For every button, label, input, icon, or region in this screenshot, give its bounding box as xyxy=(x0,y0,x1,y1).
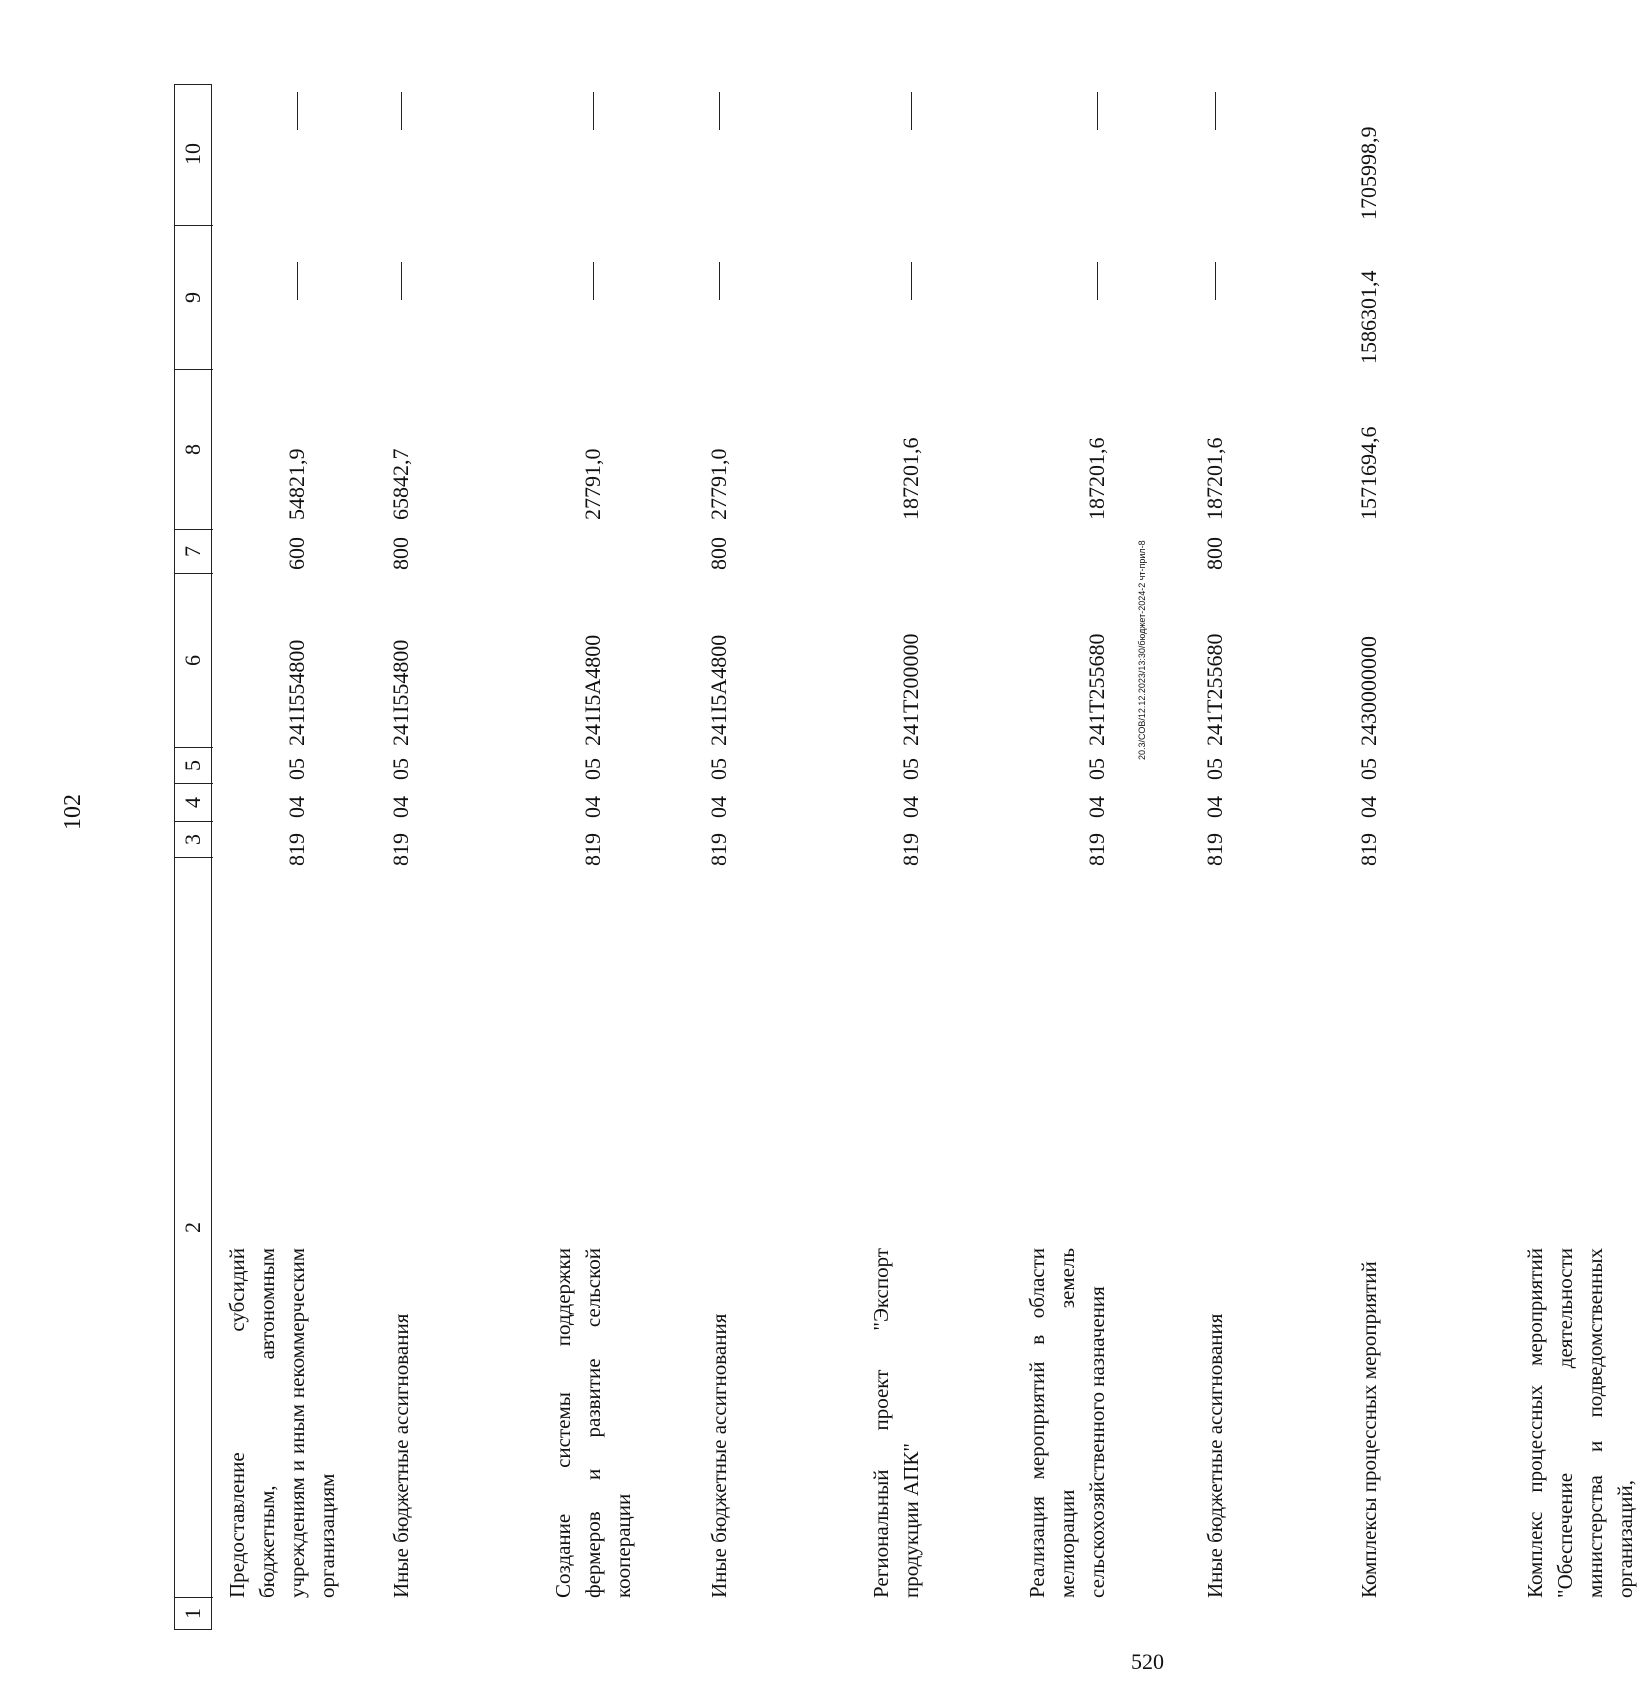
cell-dash xyxy=(1097,92,1098,130)
column-number: 9 xyxy=(175,225,213,369)
cell-sum-2024: 187201,6 xyxy=(1202,437,1227,520)
cell-code: 819 xyxy=(284,833,309,866)
cell-subsection: 05 xyxy=(706,758,731,780)
cell-target: 241Т255680 xyxy=(1084,633,1109,746)
row-name: Предоставление субсидий бюджетным, автономным учреждениям и иным некоммерческим организациям xyxy=(225,1248,339,1598)
cell-sum-2024: 1571694,6 xyxy=(1356,426,1381,520)
cell-section: 04 xyxy=(1202,796,1227,818)
cell-section: 04 xyxy=(388,796,413,818)
cell-section: 04 xyxy=(706,796,731,818)
cell-section: 04 xyxy=(580,796,605,818)
column-number: 10 xyxy=(180,143,205,165)
cell-target: 241I554800 xyxy=(388,639,413,746)
cell-target: 241I5A4800 xyxy=(580,634,605,746)
cell-target: 2430000000 xyxy=(1356,636,1381,746)
cell-dash xyxy=(297,92,298,130)
cell-sum-2024: 27791,0 xyxy=(580,448,605,520)
page-number: 520 xyxy=(1131,1649,1164,1674)
cell-dash xyxy=(1215,92,1216,130)
cell-subsection: 05 xyxy=(898,758,923,780)
cell-section: 04 xyxy=(284,796,309,818)
column-number: 8 xyxy=(175,369,213,529)
cell-dash xyxy=(911,92,912,130)
cell-dash xyxy=(401,92,402,130)
cell-section: 04 xyxy=(898,796,923,818)
cell-subsection: 05 xyxy=(580,758,605,780)
cell-code: 819 xyxy=(1084,833,1109,866)
cell-code: 819 xyxy=(388,833,413,866)
cell-dash xyxy=(593,262,594,300)
cell-type: 800 xyxy=(388,537,413,570)
row-name: Региональный проект "Экспорт продукции АПК" xyxy=(869,1248,923,1598)
cell-sum-2024: 54821,9 xyxy=(284,448,309,520)
row-name: Комплексы процессных мероприятий xyxy=(1357,1261,1381,1598)
cell-sum-2024: 187201,6 xyxy=(1084,437,1109,520)
cell-dash xyxy=(593,92,594,130)
cell-subsection: 05 xyxy=(284,758,309,780)
column-number: 5 xyxy=(175,747,213,783)
row-name: Иные бюджетные ассигнования xyxy=(707,1313,731,1598)
cell-subsection: 05 xyxy=(1356,758,1381,780)
document-stamp: 20.3/СОВ/12.12.2023/13:30/бюджет-2024-2 чт-прил-8 xyxy=(1137,540,1147,760)
cell-dash xyxy=(719,92,720,130)
cell-target: 241Т255680 xyxy=(1202,633,1227,746)
column-number: 3 xyxy=(175,821,213,857)
page-header: 102 xyxy=(60,794,86,830)
cell-dash xyxy=(297,262,298,300)
cell-dash xyxy=(719,262,720,300)
row-name: Создание системы поддержки фермеров и развитие сельской кооперации xyxy=(551,1248,635,1598)
cell-code: 819 xyxy=(1202,833,1227,866)
cell-subsection: 05 xyxy=(388,758,413,780)
row-name: Иные бюджетные ассигнования xyxy=(389,1313,413,1598)
cell-dash xyxy=(1215,262,1216,300)
cell-code: 819 xyxy=(1356,833,1381,866)
cell-type: 800 xyxy=(706,537,731,570)
cell-target: 241Т200000 xyxy=(898,633,923,746)
cell-type: 800 xyxy=(1202,537,1227,570)
row-name: Реализация мероприятий в области мелиорации земель сельскохозяйственного назначения xyxy=(1025,1248,1109,1598)
cell-sum-2025: 1586301,4 xyxy=(1356,270,1381,364)
cell-sum-2026: 1705998,9 xyxy=(1356,126,1381,220)
cell-sum-2024: 65842,7 xyxy=(388,448,413,520)
cell-section: 04 xyxy=(1084,796,1109,818)
row-name: Комплекс процессных мероприятий "Обеспечение деятельности министерства и подведомственных организаций, xyxy=(1523,1248,1637,1598)
cell-type: 600 xyxy=(284,537,309,570)
cell-dash xyxy=(1097,262,1098,300)
cell-code: 819 xyxy=(706,833,731,866)
cell-code: 819 xyxy=(898,833,923,866)
cell-dash xyxy=(401,262,402,300)
row-name: Иные бюджетные ассигнования xyxy=(1203,1313,1227,1598)
cell-target: 241I5A4800 xyxy=(706,634,731,746)
column-number: 7 xyxy=(175,529,213,573)
column-number: 1 xyxy=(175,1597,213,1629)
cell-subsection: 05 xyxy=(1084,758,1109,780)
cell-code: 819 xyxy=(580,833,605,866)
column-number: 6 xyxy=(175,573,213,747)
column-number-header xyxy=(174,84,212,1630)
cell-target: 241I554800 xyxy=(284,639,309,746)
cell-subsection: 05 xyxy=(1202,758,1227,780)
cell-section: 04 xyxy=(1356,796,1381,818)
cell-sum-2024: 27791,0 xyxy=(706,448,731,520)
cell-dash xyxy=(911,262,912,300)
column-number: 2 xyxy=(175,857,213,1597)
column-number: 4 xyxy=(175,783,213,821)
cell-sum-2024: 187201,6 xyxy=(898,437,923,520)
